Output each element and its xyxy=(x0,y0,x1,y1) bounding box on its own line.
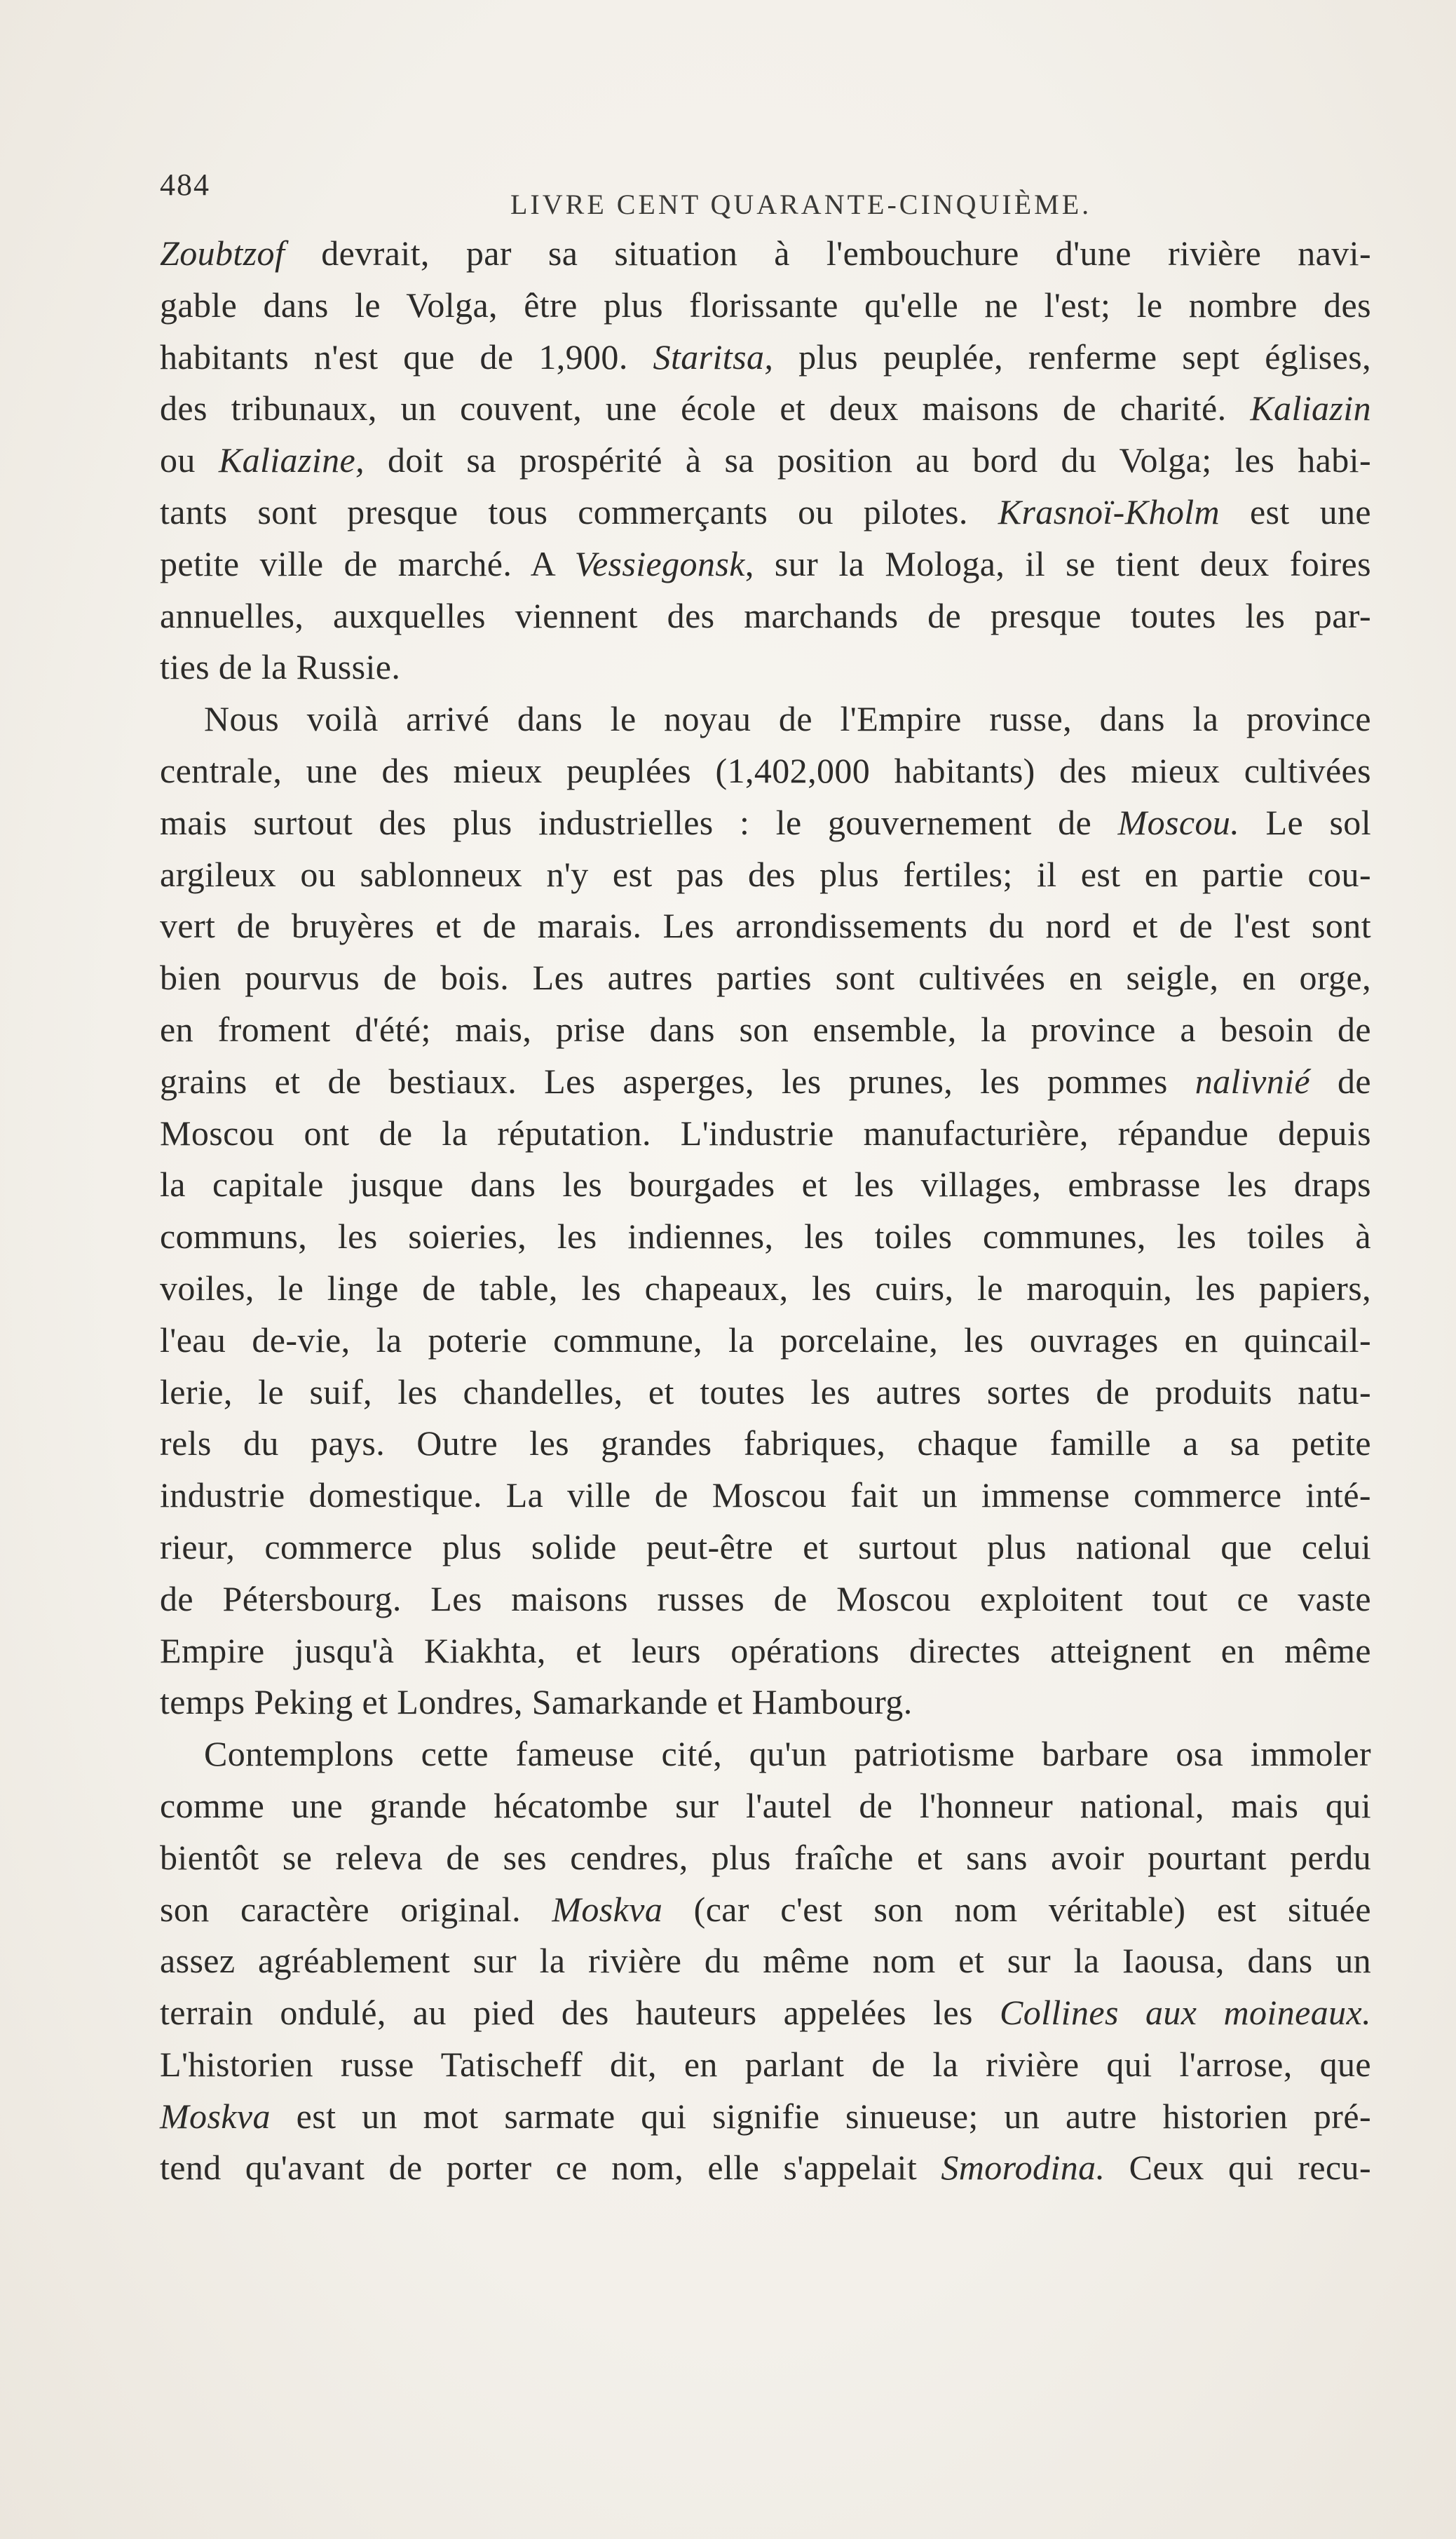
text-line xyxy=(160,2091,1371,2143)
text-line xyxy=(160,745,1371,797)
text-line xyxy=(160,383,1371,435)
page-number: 484 xyxy=(160,168,210,202)
text-line xyxy=(160,1625,1371,1677)
text-line xyxy=(160,900,1371,952)
text-line xyxy=(160,1677,1371,1728)
text-line xyxy=(160,1987,1371,2039)
text-segment: voiles, le linge de table, les chapeaux, les cuirs, le maroquin, les papiers, xyxy=(160,1268,1371,1308)
text-segment: grains et de bestiaux. Les asperges, les prunes, les pommes xyxy=(160,1061,1195,1101)
text-segment: temps Peking et Londres, Samarkande et Hambourg. xyxy=(160,1682,913,1722)
text-segment: Le sol xyxy=(1239,802,1372,842)
italic-term: Smorodina. xyxy=(941,2148,1105,2188)
text-segment: tend qu'avant de porter ce nom, elle s'appelait xyxy=(160,2148,941,2188)
text-line xyxy=(160,1728,1371,1780)
running-head: LIVRE CENT QUARANTE-CINQUIÈME. xyxy=(510,189,1092,220)
text-line xyxy=(160,1573,1371,1625)
text-line xyxy=(160,1211,1371,1263)
italic-term: Moscou. xyxy=(1117,802,1240,842)
text-segment: Contemplons cette fameuse cité, qu'un patriotisme barbare osa immoler xyxy=(204,1734,1371,1774)
text-segment: son caractère original. xyxy=(160,1889,552,1929)
text-segment: la capitale jusque dans les bourgades et les villages, embrasse les draps xyxy=(160,1165,1371,1205)
text-segment: doit sa prospérité à sa position au bord du Volga; les habi- xyxy=(365,440,1372,480)
italic-term: Moskva xyxy=(552,1889,663,1929)
text-line xyxy=(160,952,1371,1004)
text-line xyxy=(160,2039,1371,2091)
italic-term: Krasnoï-Kholm xyxy=(998,492,1220,532)
italic-term: Zoubtzof xyxy=(160,233,285,273)
text-line xyxy=(160,590,1371,642)
text-line xyxy=(160,487,1371,539)
italic-term: Kaliazine, xyxy=(218,440,365,480)
text-segment: est un mot sarmate qui signifie sinueuse; un autre historien pré- xyxy=(270,2096,1371,2136)
text-segment: gable dans le Volga, être plus florissante qu'elle ne l'est; le nombre des xyxy=(160,285,1371,325)
text-line xyxy=(160,280,1371,332)
text-segment: tants sont presque tous commerçants ou pilotes. xyxy=(160,492,998,532)
text-segment: en froment d'été; mais, prise dans son ensemble, la province a besoin de xyxy=(160,1009,1371,1049)
text-line xyxy=(160,693,1371,745)
text-line xyxy=(160,435,1371,487)
text-segment: ties de la Russie. xyxy=(160,647,401,687)
text-line xyxy=(160,1935,1371,1987)
text-line xyxy=(160,1367,1371,1419)
italic-term: nalivnié xyxy=(1195,1061,1310,1101)
text-line xyxy=(160,1159,1371,1211)
text-segment: vert de bruyères et de marais. Les arrondissements du nord et de l'est sont xyxy=(160,906,1371,946)
text-segment: Empire jusqu'à Kiakhta, et leurs opérations directes atteignent en même xyxy=(160,1630,1371,1670)
text-line xyxy=(160,849,1371,901)
page-header xyxy=(160,167,1366,223)
text-segment: comme une grande hécatombe sur l'autel de l'honneur national, mais qui xyxy=(160,1785,1371,1825)
italic-term: Collines aux moineaux. xyxy=(999,1993,1371,2033)
text-segment: petite ville de marché. A xyxy=(160,543,575,583)
text-segment: Moscou ont de la réputation. L'industrie manufacturière, répandue depuis xyxy=(160,1113,1371,1153)
text-segment: L'historien russe Tatischeff dit, en parlant de la rivière qui l'arrose, que xyxy=(160,2044,1371,2084)
text-segment: argileux ou sablonneux n'y est pas des plus fertiles; il est en partie cou- xyxy=(160,854,1371,894)
text-segment: annuelles, auxquelles viennent des marchands de presque toutes les par- xyxy=(160,595,1371,635)
text-segment: habitants n'est que de 1,900. xyxy=(160,337,653,377)
text-line xyxy=(160,642,1371,693)
text-line xyxy=(160,228,1371,280)
italic-term: Kaliazin xyxy=(1250,388,1371,428)
text-line xyxy=(160,1884,1371,1936)
text-line xyxy=(160,797,1371,849)
text-line xyxy=(160,1522,1371,1573)
text-segment: rieur, commerce plus solide peut-être et surtout plus national que celui xyxy=(160,1526,1371,1566)
text-segment: bientôt se releva de ses cendres, plus fraîche et sans avoir pourtant perdu xyxy=(160,1837,1371,1877)
text-line xyxy=(160,1832,1371,1884)
text-segment: de xyxy=(1310,1061,1371,1101)
text-segment: ou xyxy=(160,440,219,480)
text-line xyxy=(160,1315,1371,1367)
text-segment: plus peuplée, renferme sept églises, xyxy=(773,337,1371,377)
text-line xyxy=(160,1108,1371,1160)
text-segment: terrain ondulé, au pied des hauteurs appelées les xyxy=(160,1993,1000,2033)
body-text xyxy=(160,228,1371,2194)
text-segment: lerie, le suif, les chandelles, et toutes les autres sortes de produits natu- xyxy=(160,1372,1371,1411)
text-line xyxy=(160,332,1371,384)
text-line xyxy=(160,539,1371,590)
text-segment: communs, les soieries, les indiennes, les toiles communes, les toiles à xyxy=(160,1217,1371,1257)
text-segment: centrale, une des mieux peuplées (1,402,000 habitants) des mieux cultivées xyxy=(160,750,1371,790)
text-segment: Nous voilà arrivé dans le noyau de l'Empire russe, dans la province xyxy=(204,699,1371,739)
text-line xyxy=(160,1004,1371,1056)
text-segment: bien pourvus de bois. Les autres parties sont cultivées en seigle, en orge, xyxy=(160,958,1371,998)
text-segment: rels du pays. Outre les grandes fabriques, chaque famille a sa petite xyxy=(160,1423,1371,1463)
italic-term: Staritsa, xyxy=(653,337,774,377)
text-segment: (car c'est son nom véritable) est située xyxy=(662,1889,1371,1929)
text-line xyxy=(160,1780,1371,1832)
text-segment: industrie domestique. La ville de Moscou fait un immense commerce inté- xyxy=(160,1475,1371,1515)
text-line xyxy=(160,1470,1371,1522)
italic-term: Vessiegonsk xyxy=(574,543,745,583)
text-segment: Ceux qui recu- xyxy=(1105,2148,1371,2188)
text-segment: assez agréablement sur la rivière du même nom et sur la Iaousa, dans un xyxy=(160,1941,1371,1981)
text-line xyxy=(160,1056,1371,1108)
text-segment: , sur la Mologa, il se tient deux foires xyxy=(744,543,1371,583)
text-segment: l'eau de-vie, la poterie commune, la porcelaine, les ouvrages en quincail- xyxy=(160,1320,1371,1360)
text-segment: de Pétersbourg. Les maisons russes de Moscou exploitent tout ce vaste xyxy=(160,1578,1371,1618)
text-segment: des tribunaux, un couvent, une école et deux maisons de charité. xyxy=(160,388,1251,428)
text-line xyxy=(160,1418,1371,1470)
text-segment: mais surtout des plus industrielles : le gouvernement de xyxy=(160,802,1118,842)
text-line xyxy=(160,2142,1371,2194)
text-line xyxy=(160,1263,1371,1315)
italic-term: Moskva xyxy=(160,2096,271,2136)
text-segment: devrait, par sa situation à l'embouchure d'une rivière navi- xyxy=(285,233,1371,273)
text-segment: est une xyxy=(1220,492,1371,532)
